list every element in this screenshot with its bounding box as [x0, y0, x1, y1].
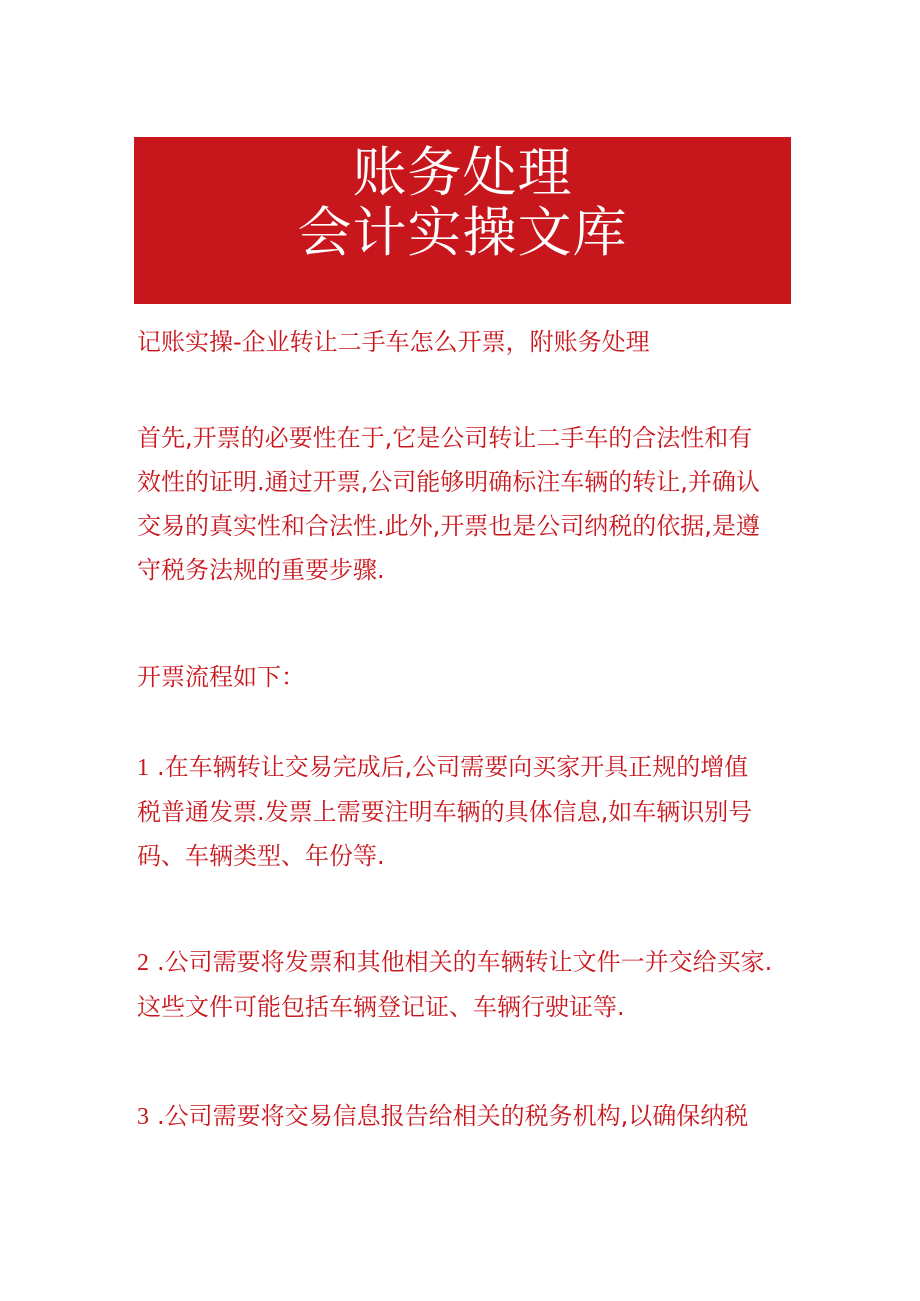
step-number: 2 — [137, 950, 149, 976]
banner-title-line2: 会计实操文库 — [297, 201, 628, 264]
banner-title-line1: 账务处理 — [352, 141, 573, 204]
flow-heading: 开票流程如下： — [137, 663, 305, 691]
step-2-line: 这些文件可能包括车辆登记证、车辆行驶证等. — [137, 993, 625, 1021]
step-3-line — [137, 1094, 797, 1139]
step-1-line: 税普通发票.发票上需要注明车辆的具体信息,如车辆识别号 — [137, 798, 753, 826]
intro-line: 效性的证明.通过开票,公司能够明确标注车辆的转让,并确认 — [137, 468, 760, 496]
step-1-line: 码、车辆类型、年份等. — [137, 842, 385, 870]
step-number: 1 — [137, 755, 149, 781]
step-2-paragraph — [137, 940, 797, 1029]
intro-paragraph — [137, 416, 797, 592]
intro-line: 交易的真实性和合法性.此外,开票也是公司纳税的依据,是遵 — [137, 512, 760, 540]
step-text: .公司需要将交易信息报告给相关的税务机构,以确保纳税 — [157, 1102, 749, 1130]
intro-line: 首先,开票的必要性在于,它是公司转让二手车的合法性和有 — [137, 424, 753, 452]
step-text: .在车辆转让交易完成后,公司需要向买家开具正规的增值 — [157, 753, 749, 781]
document-subtitle: 记账实操-企业转让二手车怎么开票，附账务处理 — [137, 328, 650, 356]
step-1-paragraph — [137, 745, 797, 878]
step-number: 3 — [137, 1104, 149, 1130]
intro-line: 守税务法规的重要步骤. — [137, 556, 385, 584]
step-1-line — [137, 745, 797, 790]
flow-heading-paragraph — [137, 655, 797, 699]
header-banner — [134, 137, 791, 304]
step-text: .公司需要将发票和其他相关的车辆转让文件一并交给买家. — [157, 948, 773, 976]
step-3-paragraph — [137, 1094, 797, 1139]
step-2-line — [137, 940, 797, 985]
